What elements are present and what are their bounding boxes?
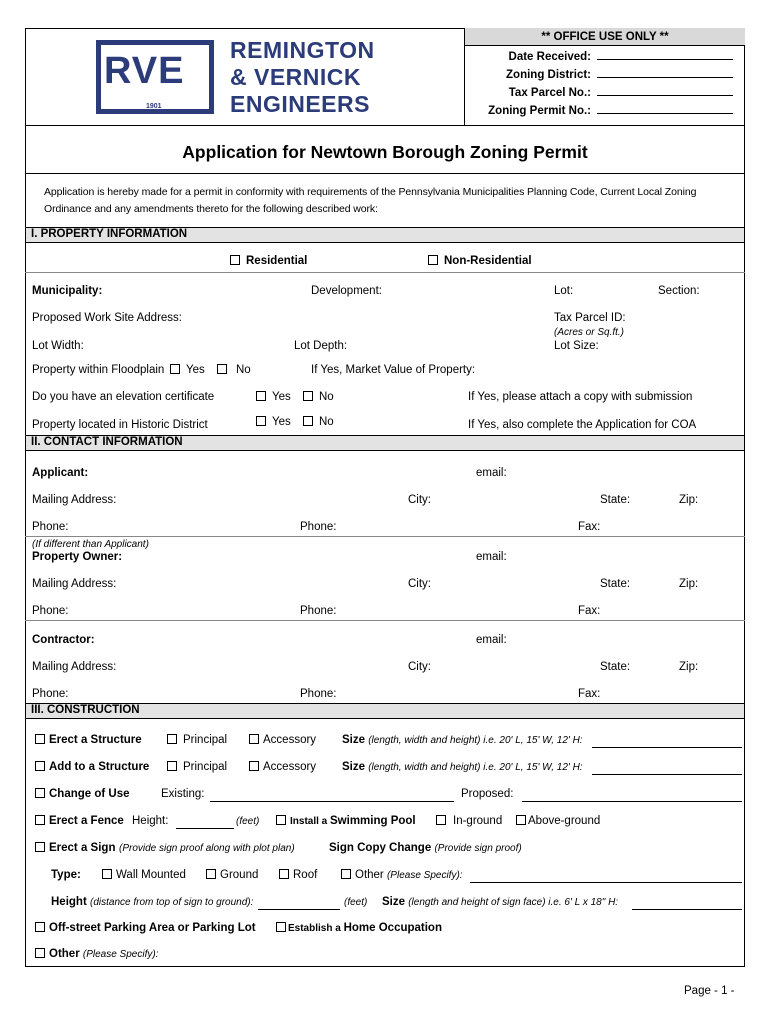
- contractor-phone-label: Phone:: [32, 688, 69, 700]
- elevation-no-checkbox[interactable]: [303, 391, 313, 401]
- fence-height-field[interactable]: [176, 828, 234, 829]
- page-title: Application for Newtown Borough Zoning Permit: [182, 142, 588, 162]
- lot-label: Lot:: [554, 285, 574, 297]
- size-field-1[interactable]: [592, 747, 742, 748]
- roof-label: Roof: [293, 869, 318, 881]
- historic-yes-label: Yes: [272, 416, 291, 428]
- contractor-fax-label: Fax:: [578, 688, 601, 700]
- divider: [25, 272, 745, 273]
- date-received-row: [509, 50, 733, 63]
- title-box: [25, 126, 745, 174]
- other-sign-field[interactable]: [470, 882, 742, 883]
- in-ground-label: In-ground: [453, 815, 503, 827]
- other-sign-option[interactable]: [341, 869, 463, 881]
- floodplain-no-option[interactable]: [217, 364, 251, 376]
- sign-height-row: [51, 896, 253, 908]
- elevation-yes-checkbox[interactable]: [256, 391, 266, 401]
- erect-sign-checkbox[interactable]: [35, 842, 45, 852]
- zoning-permit-row: [488, 104, 733, 117]
- size-label-1: Size: [342, 734, 366, 746]
- other-sign-checkbox[interactable]: [341, 869, 351, 879]
- floodplain-yes-option[interactable]: [170, 364, 205, 376]
- work-site-label: Proposed Work Site Address:: [32, 312, 182, 324]
- erect-fence-label: Erect a Fence: [49, 815, 124, 827]
- lot-width-label: Lot Width:: [32, 340, 84, 352]
- floodplain-yes-checkbox[interactable]: [170, 364, 180, 374]
- elevation-yes-label: Yes: [272, 391, 291, 403]
- applicant-label: Applicant:: [32, 467, 89, 479]
- parking-label: Off-street Parking Area or Parking Lot: [49, 922, 256, 934]
- logo-year: 1901: [146, 103, 162, 110]
- floodplain-no-checkbox[interactable]: [217, 364, 227, 374]
- historic-no-checkbox[interactable]: [303, 416, 313, 426]
- wall-mounted-label: Wall Mounted: [116, 869, 186, 881]
- section-label: Section:: [658, 285, 700, 297]
- page-number: Page - 1 -: [684, 985, 735, 997]
- proposed-label: Proposed:: [461, 788, 514, 800]
- owner-city-label: City:: [408, 578, 431, 590]
- acres-hint: (Acres or Sq.ft.): [554, 327, 625, 338]
- change-use-option[interactable]: [35, 788, 130, 800]
- zoning-permit-field[interactable]: [597, 104, 733, 114]
- contractor-city-label: City:: [408, 661, 431, 673]
- date-received-label: Date Received:: [508, 51, 591, 63]
- contractor-zip-label: Zip:: [679, 661, 699, 673]
- applicant-state-label: State:: [600, 494, 631, 506]
- sign-height-hint: (distance from top of sign to ground):: [89, 897, 254, 908]
- accessory-option-2[interactable]: [249, 761, 316, 773]
- parking-checkbox[interactable]: [35, 922, 45, 932]
- sign-copy-label: Sign Copy Change: [329, 842, 432, 854]
- residential-label: Residential: [246, 255, 308, 267]
- market-value-label: If Yes, Market Value of Property:: [311, 364, 476, 376]
- principal-label-2: Principal: [183, 761, 228, 773]
- other-label: Other: [49, 948, 80, 960]
- development-label: Development:: [311, 285, 382, 297]
- other-sign-label: Other: [355, 869, 384, 881]
- sign-height-feet: (feet): [344, 897, 368, 908]
- proposed-field[interactable]: [522, 801, 742, 802]
- roof-checkbox[interactable]: [279, 869, 289, 879]
- accessory-checkbox-1[interactable]: [249, 734, 259, 744]
- office-use-title: ** OFFICE USE ONLY **: [465, 28, 745, 46]
- home-occupation-label: Home Occupation: [343, 922, 442, 934]
- principal-checkbox-1[interactable]: [167, 734, 177, 744]
- intro-text: Application is hereby made for a permit in conformity with requirements of the Pennsylvania Municipalities Planning Code, Current Local Zoning Ordinance and any amendments thereto for the following described work:: [44, 186, 697, 215]
- non-residential-option[interactable]: [428, 255, 532, 267]
- applicant-email-label: email:: [476, 467, 507, 479]
- owner-fax-label: Fax:: [578, 605, 601, 617]
- erect-sign-option[interactable]: [35, 842, 115, 854]
- contractor-phone2-label: Phone:: [300, 688, 337, 700]
- other-option[interactable]: [35, 948, 158, 960]
- wall-mounted-option[interactable]: [102, 869, 186, 881]
- install-pool-label: Swimming Pool: [330, 815, 416, 827]
- size-row-1: [342, 734, 583, 746]
- ground-label: Ground: [220, 869, 259, 881]
- fence-height-label: Height:: [132, 815, 169, 827]
- sign-size-hint: (length and height of sign face) i.e. 6' L x 18" H:: [408, 897, 619, 908]
- historic-label: Property located in Historic District: [32, 419, 208, 431]
- municipality-label: Municipality:: [32, 285, 103, 297]
- other-hint: (Please Specify):: [82, 949, 159, 960]
- divider: [25, 620, 745, 621]
- divider: [25, 536, 745, 537]
- lot-size-label: Lot Size:: [554, 340, 599, 352]
- tax-parcel-row: [509, 86, 733, 99]
- install-pool-option[interactable]: [276, 815, 416, 827]
- zoning-district-label: Zoning District:: [506, 69, 591, 81]
- in-ground-checkbox[interactable]: [436, 815, 446, 825]
- erect-structure-option[interactable]: [35, 734, 142, 746]
- historic-yes-checkbox[interactable]: [256, 416, 266, 426]
- other-checkbox[interactable]: [35, 948, 45, 958]
- change-use-label: Change of Use: [49, 788, 130, 800]
- contractor-mailing-label: Mailing Address:: [32, 661, 117, 673]
- zoning-permit-label: Zoning Permit No.:: [488, 105, 591, 117]
- existing-field[interactable]: [210, 801, 454, 802]
- sign-type-label: Type:: [51, 869, 81, 881]
- install-pool-prefix: Install a: [290, 816, 331, 827]
- size-row-2: [342, 761, 583, 773]
- logo-word-engineers: ENGINEERS: [230, 91, 370, 117]
- owner-email-label: email:: [476, 551, 507, 563]
- historic-note: If Yes, also complete the Application for COA: [468, 419, 697, 431]
- office-use-box: [464, 28, 745, 126]
- ground-checkbox[interactable]: [206, 869, 216, 879]
- sign-copy-hint: (Provide sign proof): [434, 843, 522, 854]
- zoning-district-row: [506, 68, 733, 81]
- logo-rve-text: RVE: [104, 50, 185, 92]
- applicant-zip-label: Zip:: [679, 494, 699, 506]
- add-structure-label: Add to a Structure: [49, 761, 150, 773]
- logo-word-vernick: & VERNICK: [230, 64, 362, 90]
- sign-height-field[interactable]: [258, 909, 340, 910]
- roof-option[interactable]: [279, 869, 317, 881]
- above-ground-checkbox[interactable]: [516, 815, 526, 825]
- elevation-label: Do you have an elevation certificate: [32, 391, 215, 403]
- contractor-label: Contractor:: [32, 634, 95, 646]
- home-occupation-option[interactable]: [276, 922, 442, 934]
- residential-option[interactable]: [230, 255, 307, 267]
- accessory-label-1: Accessory: [263, 734, 317, 746]
- in-ground-option[interactable]: [436, 815, 502, 827]
- zoning-district-field[interactable]: [597, 68, 733, 78]
- lot-depth-label: Lot Depth:: [294, 340, 348, 352]
- erect-sign-label: Erect a Sign: [49, 842, 116, 854]
- tax-parcel-field[interactable]: [597, 86, 733, 96]
- tax-parcel-id-label: Tax Parcel ID:: [554, 312, 626, 324]
- principal-option-2[interactable]: [167, 761, 227, 773]
- owner-label: Property Owner:: [32, 551, 123, 563]
- historic-yes-option[interactable]: [256, 416, 291, 428]
- erect-fence-option[interactable]: [35, 815, 124, 827]
- install-pool-checkbox[interactable]: [276, 815, 286, 825]
- applicant-fax-label: Fax:: [578, 521, 601, 533]
- non-residential-checkbox[interactable]: [428, 255, 438, 265]
- intro-box: [25, 174, 745, 228]
- owner-phone-label: Phone:: [32, 605, 69, 617]
- elevation-note: If Yes, please attach a copy with submission: [468, 391, 693, 403]
- historic-no-label: No: [319, 416, 334, 428]
- sign-size-row: [382, 896, 618, 908]
- home-occupation-checkbox[interactable]: [276, 922, 286, 932]
- contact-section-body: [25, 451, 745, 704]
- applicant-phone-label: Phone:: [32, 521, 69, 533]
- date-received-field[interactable]: [597, 50, 733, 60]
- accessory-option-1[interactable]: [249, 734, 316, 746]
- elevation-yes-option[interactable]: [256, 391, 291, 403]
- change-use-checkbox[interactable]: [35, 788, 45, 798]
- sign-height-label: Height: [51, 896, 87, 908]
- owner-mailing-label: Mailing Address:: [32, 578, 117, 590]
- wall-mounted-checkbox[interactable]: [102, 869, 112, 879]
- principal-checkbox-2[interactable]: [167, 761, 177, 771]
- historic-no-option[interactable]: [303, 416, 334, 428]
- existing-label: Existing:: [161, 788, 205, 800]
- erect-structure-checkbox[interactable]: [35, 734, 45, 744]
- applicant-city-label: City:: [408, 494, 431, 506]
- add-structure-checkbox[interactable]: [35, 761, 45, 771]
- erect-fence-checkbox[interactable]: [35, 815, 45, 825]
- floodplain-label: Property within Floodplain: [32, 364, 165, 376]
- logo-word-remington: REMINGTON: [230, 37, 375, 63]
- fence-feet-hint: (feet): [236, 816, 260, 827]
- owner-state-label: State:: [600, 578, 631, 590]
- size-label-2: Size: [342, 761, 366, 773]
- contact-section-heading: II. CONTACT INFORMATION: [25, 435, 745, 451]
- accessory-label-2: Accessory: [263, 761, 317, 773]
- add-structure-option[interactable]: [35, 761, 149, 773]
- erect-structure-label: Erect a Structure: [49, 734, 142, 746]
- size-hint-1: (length, width and height) i.e. 20' L, 15' W, 12' H:: [368, 735, 583, 746]
- floodplain-yes-label: Yes: [186, 364, 205, 376]
- ground-option[interactable]: [206, 869, 258, 881]
- above-ground-label: Above-ground: [528, 815, 601, 827]
- property-section-heading: I. PROPERTY INFORMATION: [25, 227, 745, 243]
- above-ground-option[interactable]: [516, 815, 600, 827]
- tax-parcel-label: Tax Parcel No.:: [508, 87, 591, 99]
- floodplain-no-label: No: [236, 364, 251, 376]
- sign-copy-row: [329, 842, 522, 854]
- applicant-mailing-label: Mailing Address:: [32, 494, 117, 506]
- elevation-no-label: No: [319, 391, 334, 403]
- sign-size-label: Size: [382, 896, 406, 908]
- owner-phone2-label: Phone:: [300, 605, 337, 617]
- contractor-state-label: State:: [600, 661, 631, 673]
- other-sign-hint: (Please Specify):: [386, 870, 463, 881]
- parking-option[interactable]: [35, 922, 256, 934]
- construction-section-heading: III. CONSTRUCTION: [25, 703, 745, 719]
- sign-hint: (Provide sign proof along with plot plan): [119, 843, 295, 854]
- if-different-hint: (If different than Applicant): [32, 539, 149, 550]
- elevation-no-option[interactable]: [303, 391, 334, 403]
- owner-zip-label: Zip:: [679, 578, 699, 590]
- accessory-checkbox-2[interactable]: [249, 761, 259, 771]
- sign-size-field[interactable]: [632, 909, 742, 910]
- size-hint-2: (length, width and height) i.e. 20' L, 15' W, 12' H:: [368, 762, 583, 773]
- principal-label-1: Principal: [183, 734, 228, 746]
- principal-option-1[interactable]: [167, 734, 227, 746]
- applicant-phone2-label: Phone:: [300, 521, 337, 533]
- contractor-email-label: email:: [476, 634, 507, 646]
- size-field-2[interactable]: [592, 774, 742, 775]
- residential-checkbox[interactable]: [230, 255, 240, 265]
- non-residential-label: Non-Residential: [444, 255, 532, 267]
- home-occupation-prefix: Establish a: [288, 923, 344, 934]
